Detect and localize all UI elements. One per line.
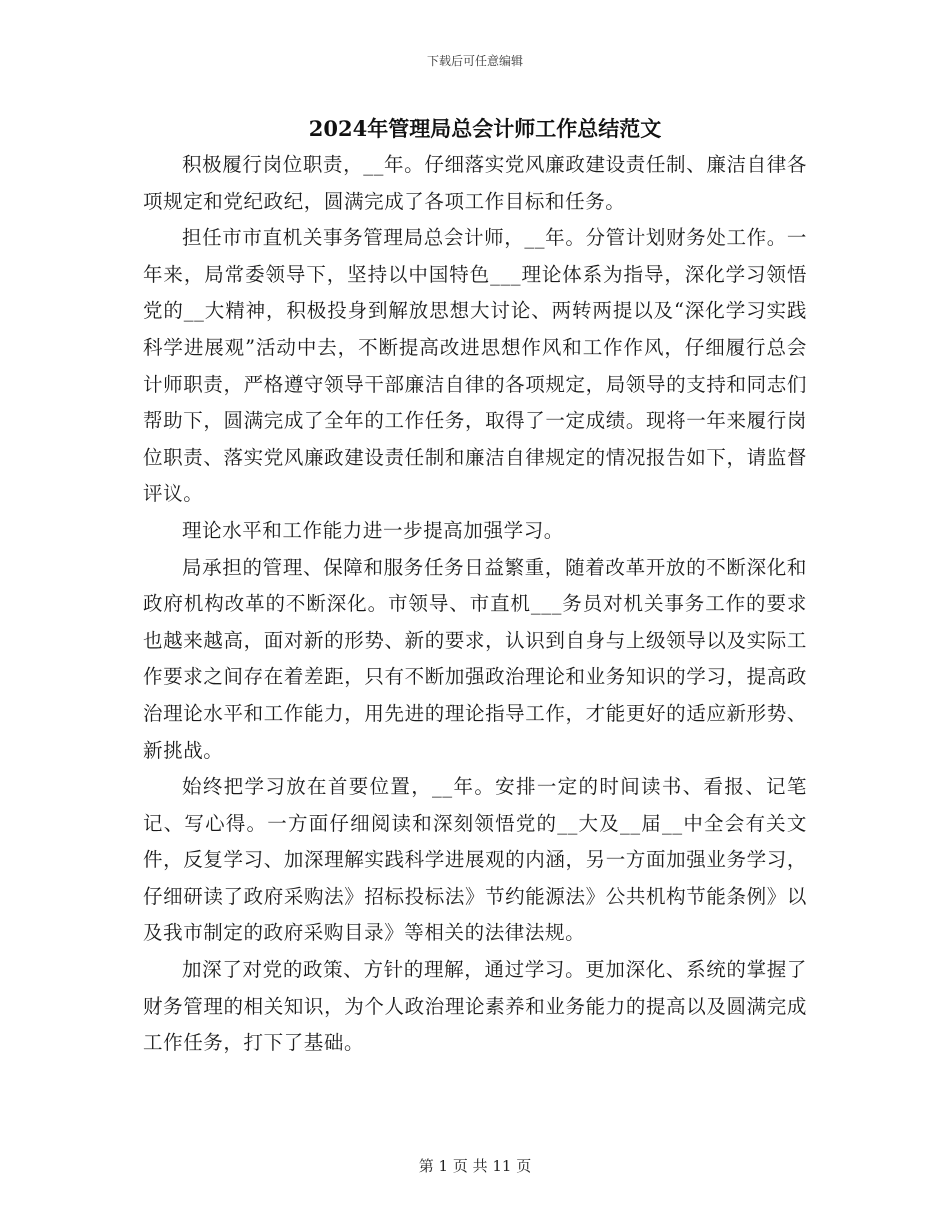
paragraph: 加深了对党的政策、方针的理解，通过学习。更加深化、系统的掌握了财务管理的相关知识，为个人政治理论素养和业务能力的提高以及圆满完成工作任务，打下了基础。 — [143, 958, 807, 1055]
page-number: 第 1 页 共 11 页 — [418, 1157, 532, 1175]
document-body — [143, 147, 807, 1062]
header-note: 下载后可任意编辑 — [426, 54, 523, 68]
paragraph: 始终把学习放在首要位置，__年。安排一定的时间读书、看报、记笔记、写心得。一方面仔细阅读和深刻领悟党的__大及__届__中全会有关文件，反复学习、加深理解实践科学进展观的内涵，另一方面加强业务学习，仔细研读了政府采购法》招标投标法》节约能源法》公共机构节能条例》以及我市制定的政府采购目录》等相关的法律法规。 — [143, 775, 807, 945]
paragraph: 理论水平和工作能力进一步提高加强学习。 — [182, 518, 564, 542]
paragraph: 担任市市直机关事务管理局总会计师，__年。分管计划财务处工作。一年来，局常委领导下，坚持以中国特色___理论体系为指导，深化学习领悟党的__大精神，积极投身到解放思想大讨论、两转两提以及“深化学习实践科学进展观”活动中去，不断提高改进思想作风和工作作风，仔细履行总会计师职责，严格遵守领导干部廉洁自律的各项规定，局领导的支持和同志们帮助下，圆满完成了全年的工作任务，取得了一定成绩。现将一年来履行岗位职责、落实党风廉政建设责任制和廉洁自律规定的情况报告如下，请监督评议。 — [143, 226, 807, 506]
paragraph: 局承担的管理、保障和服务任务日益繁重，随着改革开放的不断深化和政府机构改革的不断深化。市领导、市直机___务员对机关事务工作的要求也越来越高，面对新的形势、新的要求，认识到自身与上级领导以及实际工作要求之间存在着差距，只有不断加强政治理论和业务知识的学习，提高政治理论水平和工作能力，用先进的理论指导工作，才能更好的适应新形势、新挑战。 — [143, 555, 807, 762]
paragraph: 积极履行岗位职责，__年。仔细落实党风廉政建设责任制、廉洁自律各项规定和党纪政纪，圆满完成了各项工作目标和任务。 — [143, 153, 807, 213]
document-title: 2024年管理局总会计师工作总结范文 — [308, 116, 662, 141]
